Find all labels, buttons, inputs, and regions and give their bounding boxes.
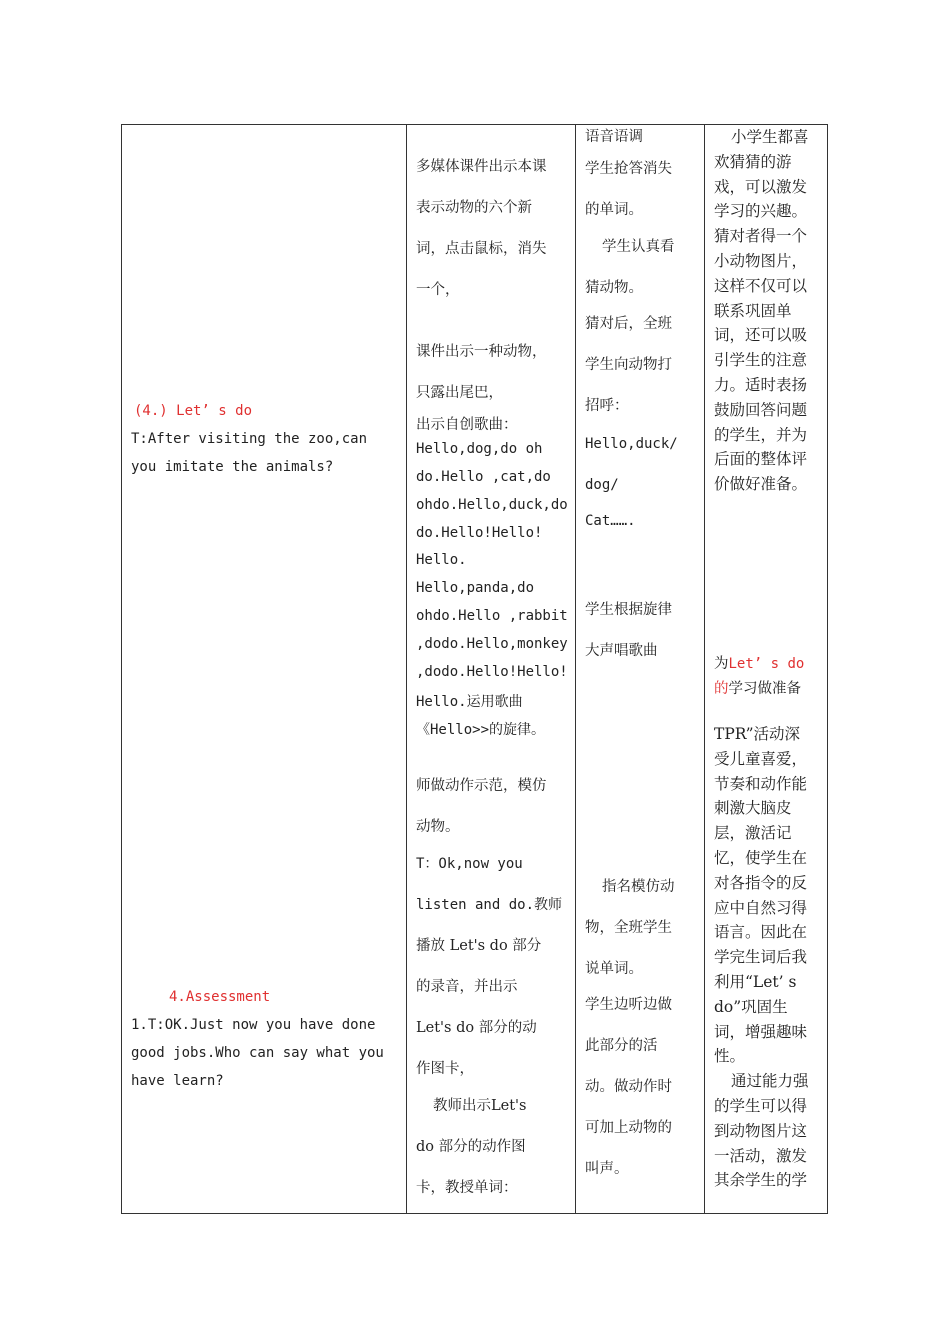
procedure-column	[122, 125, 406, 1213]
text-line: 作图卡，	[416, 1061, 474, 1077]
text-line: TPR”活动深	[714, 725, 801, 743]
text-line: 联系巩固单	[714, 301, 792, 320]
text-line: 教师出示Let's	[433, 1098, 527, 1114]
text-line: 语言。因此在	[714, 923, 808, 942]
student-activity-column	[576, 125, 704, 1213]
text-line: Let's do 部分的动	[416, 1020, 537, 1036]
song-line: Hello.	[416, 552, 467, 568]
text-line: 叫声。	[585, 1161, 629, 1177]
teacher-activity-column	[407, 125, 575, 1213]
section4-text-line: T:After visiting the zoo,can	[131, 431, 368, 447]
text-line: 说单词。	[585, 961, 643, 977]
text-line: 课件出示一种动物，	[416, 344, 547, 360]
text-line: 的学生，并为	[714, 425, 808, 444]
lets-do-highlight: Let’ s do	[728, 656, 805, 672]
text-line: 播放 Let's do 部分	[416, 938, 542, 954]
text-line: 一个，	[416, 282, 460, 298]
text-line: 节奏和动作能	[714, 774, 808, 793]
text-line: 招呼：	[585, 398, 629, 414]
text-line: 欢猜猜的游	[714, 152, 792, 171]
text-line: 词，点击鼠标，消失	[416, 241, 547, 257]
song-line: ,dodo.Hello,monkey	[416, 636, 568, 652]
text-line: 学生边听边做	[585, 997, 672, 1013]
text-line: 学习的兴趣。	[714, 202, 808, 221]
text-line: 多媒体课件出示本课	[416, 159, 547, 175]
assessment-text-line: 1.T:OK.Just now you have done	[131, 1017, 376, 1033]
text-line: Cat…….	[585, 513, 636, 529]
text-line: 价做好准备。	[714, 475, 808, 494]
text-line: 利用“Let’ s	[714, 972, 797, 991]
prep-line	[714, 677, 801, 698]
text-line: 猜对后，全班	[585, 316, 672, 332]
text-line: 学生认真看	[602, 239, 675, 255]
assessment-text-line: have learn?	[131, 1073, 224, 1089]
text-fragment: 为	[714, 656, 729, 672]
song-line: Hello,dog,do oh	[416, 441, 543, 457]
intent-paragraph	[714, 722, 809, 1193]
text-line: 性。	[714, 1047, 746, 1066]
text-line: 应中自然习得	[714, 898, 808, 917]
text-line: 指名模仿动	[602, 879, 675, 895]
section4-text-line: you imitate the animals?	[131, 459, 334, 475]
text-line: 猜动物。	[585, 280, 643, 296]
text-line: 这样不仅可以	[714, 276, 808, 295]
text-line: 对各指令的反	[714, 873, 808, 892]
song-line: do.Hello ,cat,do	[416, 469, 551, 485]
text-line: 物，全班学生	[585, 920, 672, 936]
text-line: 卡，教授单词：	[416, 1180, 518, 1196]
text-line: 层，激活记	[714, 824, 792, 843]
text-fragment: 学习做准备	[728, 681, 801, 697]
text-line: 只露出尾巴，	[416, 385, 503, 401]
text-line: 学生抢答消失	[585, 161, 672, 177]
text-line: 可加上动物的	[585, 1120, 672, 1136]
text-line: 引学生的注意	[714, 351, 808, 370]
text-line: 动物。	[416, 819, 460, 835]
text-line: 学生向动物打	[585, 357, 672, 373]
text-line: 通过能力强	[731, 1072, 809, 1091]
text-line: dog/	[585, 477, 619, 493]
lesson-plan-table	[121, 124, 828, 1214]
text-line: 表示动物的六个新	[416, 200, 532, 216]
text-line: 其余学生的学	[714, 1171, 808, 1190]
text-line: 力。适时表扬	[714, 375, 808, 394]
assessment-heading: 4.Assessment	[169, 989, 271, 1005]
text-line: listen and do.教师	[416, 897, 563, 913]
text-line: 出示自创歌曲：	[416, 417, 518, 433]
song-line: ,dodo.Hello!Hello!	[416, 664, 568, 680]
song-line: Hello,panda,do	[416, 580, 535, 596]
text-line: 动。做动作时	[585, 1079, 672, 1095]
text-line: 的单词。	[585, 202, 643, 218]
text-line: Hello,duck/	[585, 436, 678, 452]
text-line: 一活动，激发	[714, 1146, 808, 1165]
text-line: 的学生可以得	[714, 1096, 808, 1115]
song-line: do.Hello!Hello!	[416, 525, 543, 541]
song-line: Hello.运用歌曲	[416, 694, 523, 710]
text-line: 的录音，并出示	[416, 979, 518, 995]
text-line: 到动物图片这	[714, 1121, 808, 1140]
text-line: 词，还可以吸	[714, 326, 808, 345]
text-line: 师做动作示范，模仿	[416, 778, 547, 794]
song-line: ohdo.Hello ,rabbit	[416, 608, 568, 624]
text-line: 忆，使学生在	[714, 848, 808, 867]
text-line: do 部分的动作图	[416, 1139, 526, 1155]
text-fragment: 的	[714, 681, 729, 697]
text-line: 小学生都喜	[731, 128, 809, 146]
design-intent-column	[705, 125, 828, 1213]
text-line: 大声唱歌曲	[585, 643, 658, 659]
assessment-text-line: good jobs.Who can say what you	[131, 1045, 384, 1061]
song-line: ohdo.Hello,duck,do	[416, 497, 568, 513]
text-line: 刺激大脑皮	[714, 799, 792, 818]
section4-heading: (4.) Let’ s do	[134, 403, 253, 419]
text-line: 学生根据旋律	[585, 602, 672, 618]
text-line: T：Ok,now you	[416, 856, 523, 872]
prep-line	[714, 652, 804, 673]
text-line: 猜对者得一个	[714, 227, 808, 246]
text-line: 受儿童喜爱，	[714, 749, 808, 768]
text-line: 语音语调	[585, 129, 643, 145]
text-line: 戏，可以激发	[714, 177, 808, 196]
song-line: 《Hello>>的旋律。	[416, 722, 546, 738]
text-line: 学完生词后我	[714, 948, 808, 967]
text-line: 词，增强趣味	[714, 1022, 808, 1041]
text-line: 后面的整体评	[714, 450, 808, 469]
intent-paragraph	[714, 125, 809, 497]
text-line: do”巩固生	[714, 997, 788, 1016]
text-line: 鼓励回答问题	[714, 400, 808, 419]
text-line: 小动物图片，	[714, 251, 808, 270]
text-line: 此部分的活	[585, 1038, 658, 1054]
